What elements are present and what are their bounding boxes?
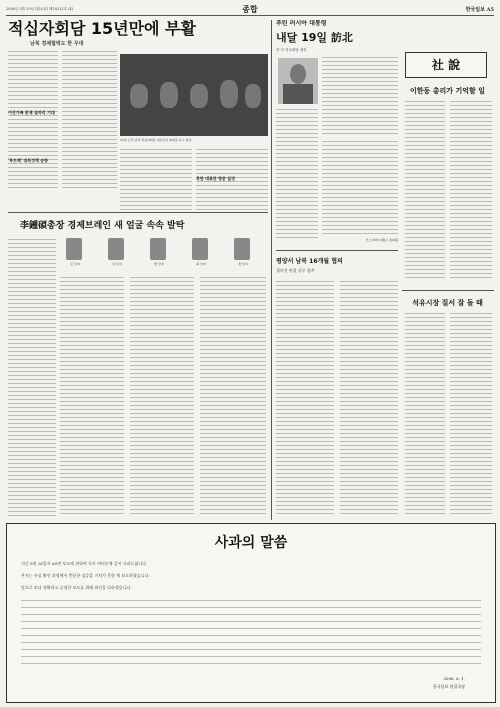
side-body-col3	[322, 140, 398, 236]
side-body-col2	[276, 108, 318, 238]
side-body-col1	[322, 56, 398, 136]
face-name: 이 모씨	[112, 262, 122, 266]
divider	[276, 250, 398, 251]
side-kicker: 푸틴 러시아 대통령	[276, 20, 327, 27]
main-body-col1	[8, 50, 58, 190]
face-photo	[150, 238, 166, 260]
apology-box	[6, 523, 496, 703]
bottom-left-col1	[8, 238, 56, 516]
editorial-body-2b	[450, 312, 492, 517]
face-photo	[108, 238, 124, 260]
face-photo	[234, 238, 250, 260]
side-byline: 모스크바=이왕구 특파원	[365, 238, 398, 242]
mid-title-1: 이산가족 문제 실마리 기대	[8, 110, 55, 115]
face-name: 김 모씨	[70, 262, 80, 266]
editorial-title-2: 석유시장 질서 잘 돌 때	[412, 299, 483, 307]
bottom-left-col3	[130, 276, 194, 516]
issue-date: 2006년 5월 29일 (월요일) 제18231호 (4)	[6, 7, 74, 11]
main-photo	[120, 54, 268, 136]
putin-photo	[278, 58, 318, 104]
side-subhead: 북-러 정상회담 예정	[276, 48, 307, 52]
bottom-mid-col2	[340, 280, 398, 516]
apology-filler	[21, 598, 481, 668]
page-header	[6, 4, 494, 16]
face-name: 정 모씨	[238, 262, 248, 266]
main-body-col2	[62, 50, 117, 190]
section-name: 종합	[242, 4, 258, 14]
face-photo	[192, 238, 208, 260]
main-headline: 적십자회담 15년만에 부활	[8, 20, 196, 38]
apology-paragraph: 본지는 사실 확인 과정에서 충분한 검증을 거치지 못한 채 보도하였습니다.	[21, 573, 150, 578]
editorial-body-1a	[405, 100, 445, 280]
main-subhead: 남북 경제협력도 한 무대	[30, 41, 84, 47]
apology-paragraph: 앞으로 보다 정확하고 공정한 보도를 위해 최선을 다하겠습니다.	[21, 585, 132, 590]
mid-title-2: '투트랙' 대북정책 순항	[8, 158, 49, 163]
apology-paragraph: 지난 5월 26일자 A5면 보도에 관하여 독자 여러분께 깊이 사과드립니다.	[21, 561, 148, 566]
paper-name: 한국일보 A5	[465, 7, 494, 13]
editorial-label: 社 說	[431, 58, 461, 72]
photo-caption: 23일 오후 남북 적십자회담 대표단이 회의를 하고 있다.	[120, 138, 193, 142]
face-photo	[66, 238, 82, 260]
bottom-mid-col1	[276, 280, 334, 516]
bottom-left-col2	[60, 276, 124, 516]
bottom-left-headline: 李鍾碩총장 경제브레인 새 얼굴 속속 발탁	[20, 221, 185, 231]
faces-row	[60, 238, 268, 272]
face-name: 최 모씨	[196, 262, 206, 266]
editorial-body-2a	[405, 312, 445, 517]
divider	[402, 290, 494, 291]
editorial-label-box	[405, 52, 487, 78]
divider	[271, 20, 272, 520]
bottom-mid-headline: 평양서 남북 16개월 협의	[276, 258, 343, 265]
apology-title: 사과의 말씀	[214, 535, 288, 551]
editorial-body-1b	[450, 100, 492, 280]
apology-signature: 한국일보 편집국장	[432, 684, 465, 689]
divider	[8, 212, 268, 213]
bottom-left-col4	[200, 276, 266, 516]
mid-title-3: 북한 대표단 방문 일정	[196, 176, 235, 181]
main-body-col3	[120, 148, 192, 210]
bottom-mid-subhead: 경의선 연결 실무 접촉	[276, 268, 315, 273]
apology-date: 2006. 6. 1.	[443, 676, 465, 681]
side-headline: 내달 19일 訪北	[276, 32, 353, 44]
face-name: 박 모씨	[154, 262, 164, 266]
editorial-title-1: 이한동 총리가 기억할 일	[410, 87, 485, 95]
